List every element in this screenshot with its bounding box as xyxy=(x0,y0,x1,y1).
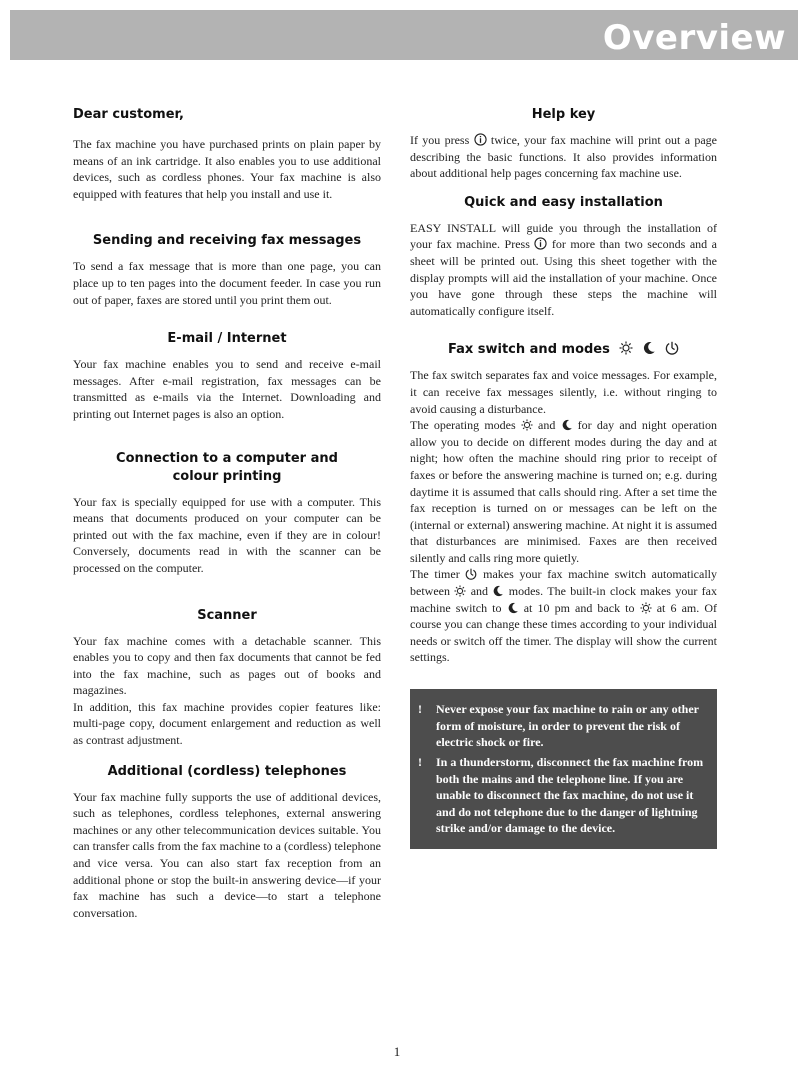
clock-power-icon xyxy=(465,568,477,580)
help-heading: Help key xyxy=(531,107,596,122)
info-circle-icon xyxy=(534,237,547,250)
safety-warning-box xyxy=(410,689,717,849)
sun-icon xyxy=(521,419,533,431)
sending-heading: Sending and receiving fax messages xyxy=(92,233,362,249)
email-heading: E-mail / Internet xyxy=(167,331,287,347)
page-title: Overview xyxy=(602,18,786,58)
moon-icon xyxy=(507,602,519,614)
clock-power-icon xyxy=(665,341,679,355)
install-text: EASY INSTALL will guide you through the installation of your fax machine. Press for more than two seconds and a sheet will be printed out. Using this sheet together with the display prompts will aid the installation of your machine. Once you have gone through these steps the machine will automatically configure itself. xyxy=(410,220,717,318)
install-heading: Quick and easy installation xyxy=(464,194,663,210)
cordless-text: Your fax machine fully supports the use of additional devices, such as telephones, cordless telephones, external answering machines or any other telecommunication devices suitable. You can transfer calls from the fax machine to a (cordless) telephone and vice versa. You can also start fax reception from an additional phone or stop the built-in answering device—if your fax machine has such a device—to start a telephone conversation. xyxy=(73,789,381,920)
moon-icon xyxy=(642,341,656,355)
sun-icon xyxy=(454,585,466,597)
operating-modes-text: The operating modes and for day and night operation allow you to decide on different modes during the day and at night; how often the machine should ring prior to receipt of faxes or before the answering machine is turned on; e.g. during daytime it is assumed that calls should ring. After a set time the fax reception is turned on or messages can be left on the (internal or external) answering machine. At night it is assumed that disturbances are minimised. Faxes are then received silently and calls ring more quietly. xyxy=(410,418,717,565)
sun-icon xyxy=(640,602,652,614)
warning-icon: ! xyxy=(418,755,422,769)
moon-icon xyxy=(492,585,504,597)
header-bar xyxy=(10,10,798,60)
computer-text: Your fax is specially equipped for use with a computer. This means that documents produced on your computer can be printed out with the fax machine, even if they are in colour! Conversely, documents read in with the scanner can be processed on the computer. xyxy=(73,494,381,575)
warning-icon: ! xyxy=(418,702,422,716)
cordless-heading: Additional (cordless) telephones xyxy=(107,763,347,779)
computer-heading-line2: colour printing xyxy=(172,468,282,484)
timer-text: The timer makes your fax machine switch automatically between and modes. The built-in clock makes your fax machine switch to at 10 pm and back to at 6 am. Of course you can change these times according to your individual needs or switch off the timer. The display will show the current settings. xyxy=(410,567,718,665)
email-text: Your fax machine enables you to send and receive e-mail messages. After e-mail registration, fax messages can be transmitted as e-mails via the Internet. Downloading and printing out Internet pages is also an option. xyxy=(73,357,381,421)
faxswitch-text: The fax switch separates fax and voice messages. For example, it can receive fax messages silently, i.e. without ringing to avoid causing a disturbance. xyxy=(410,368,717,416)
right-column xyxy=(410,106,717,666)
warning-text: In a thunderstorm, disconnect the fax machine from both the mains and the telephone line. If you are unable to disconnect the fax machine, do not use it and do not telephone due to the danger of lightning strike and/or damage to the device. xyxy=(436,755,704,836)
intro-heading: Dear customer, xyxy=(73,107,184,122)
sending-text: To send a fax message that is more than one page, you can place up to ten pages into the document feeder. In case you run out of paper, faxes are stored until you print them out. xyxy=(73,259,381,307)
scanner-text: Your fax machine comes with a detachable scanner. This enables you to copy and then fax documents that cannot be fed into the fax machine, such as pages out of books and magazines. xyxy=(73,633,381,698)
page-number: 1 xyxy=(393,1044,401,1059)
warning-text: Never expose your fax machine to rain or any other form of moisture, in order to prevent the risk of electric shock or fire. xyxy=(436,702,699,750)
computer-heading-line1: Connection to a computer and xyxy=(116,450,338,466)
info-circle-icon xyxy=(474,133,487,146)
faxswitch-heading: Fax switch and modes xyxy=(410,341,717,359)
computer-heading xyxy=(73,450,381,486)
sun-icon xyxy=(619,341,633,355)
scanner-copier-text: In addition, this fax machine provides copier features like: multi-page copy, document enlargement and reduction as well as contrast adjustment. xyxy=(73,699,381,748)
left-column xyxy=(73,106,381,921)
help-text: If you press twice, your fax machine will print out a page describing the basic functions. It also provides information about additional help pages concerning fax machine use. xyxy=(410,133,717,181)
moon-icon xyxy=(561,419,573,431)
intro-text: The fax machine you have purchased prints on plain paper by means of an ink cartridge. It also enables you to use additional devices, such as cordless phones. Your fax machine is also equipped with features that help you install and use it. xyxy=(73,137,381,201)
scanner-heading: Scanner xyxy=(197,607,257,623)
